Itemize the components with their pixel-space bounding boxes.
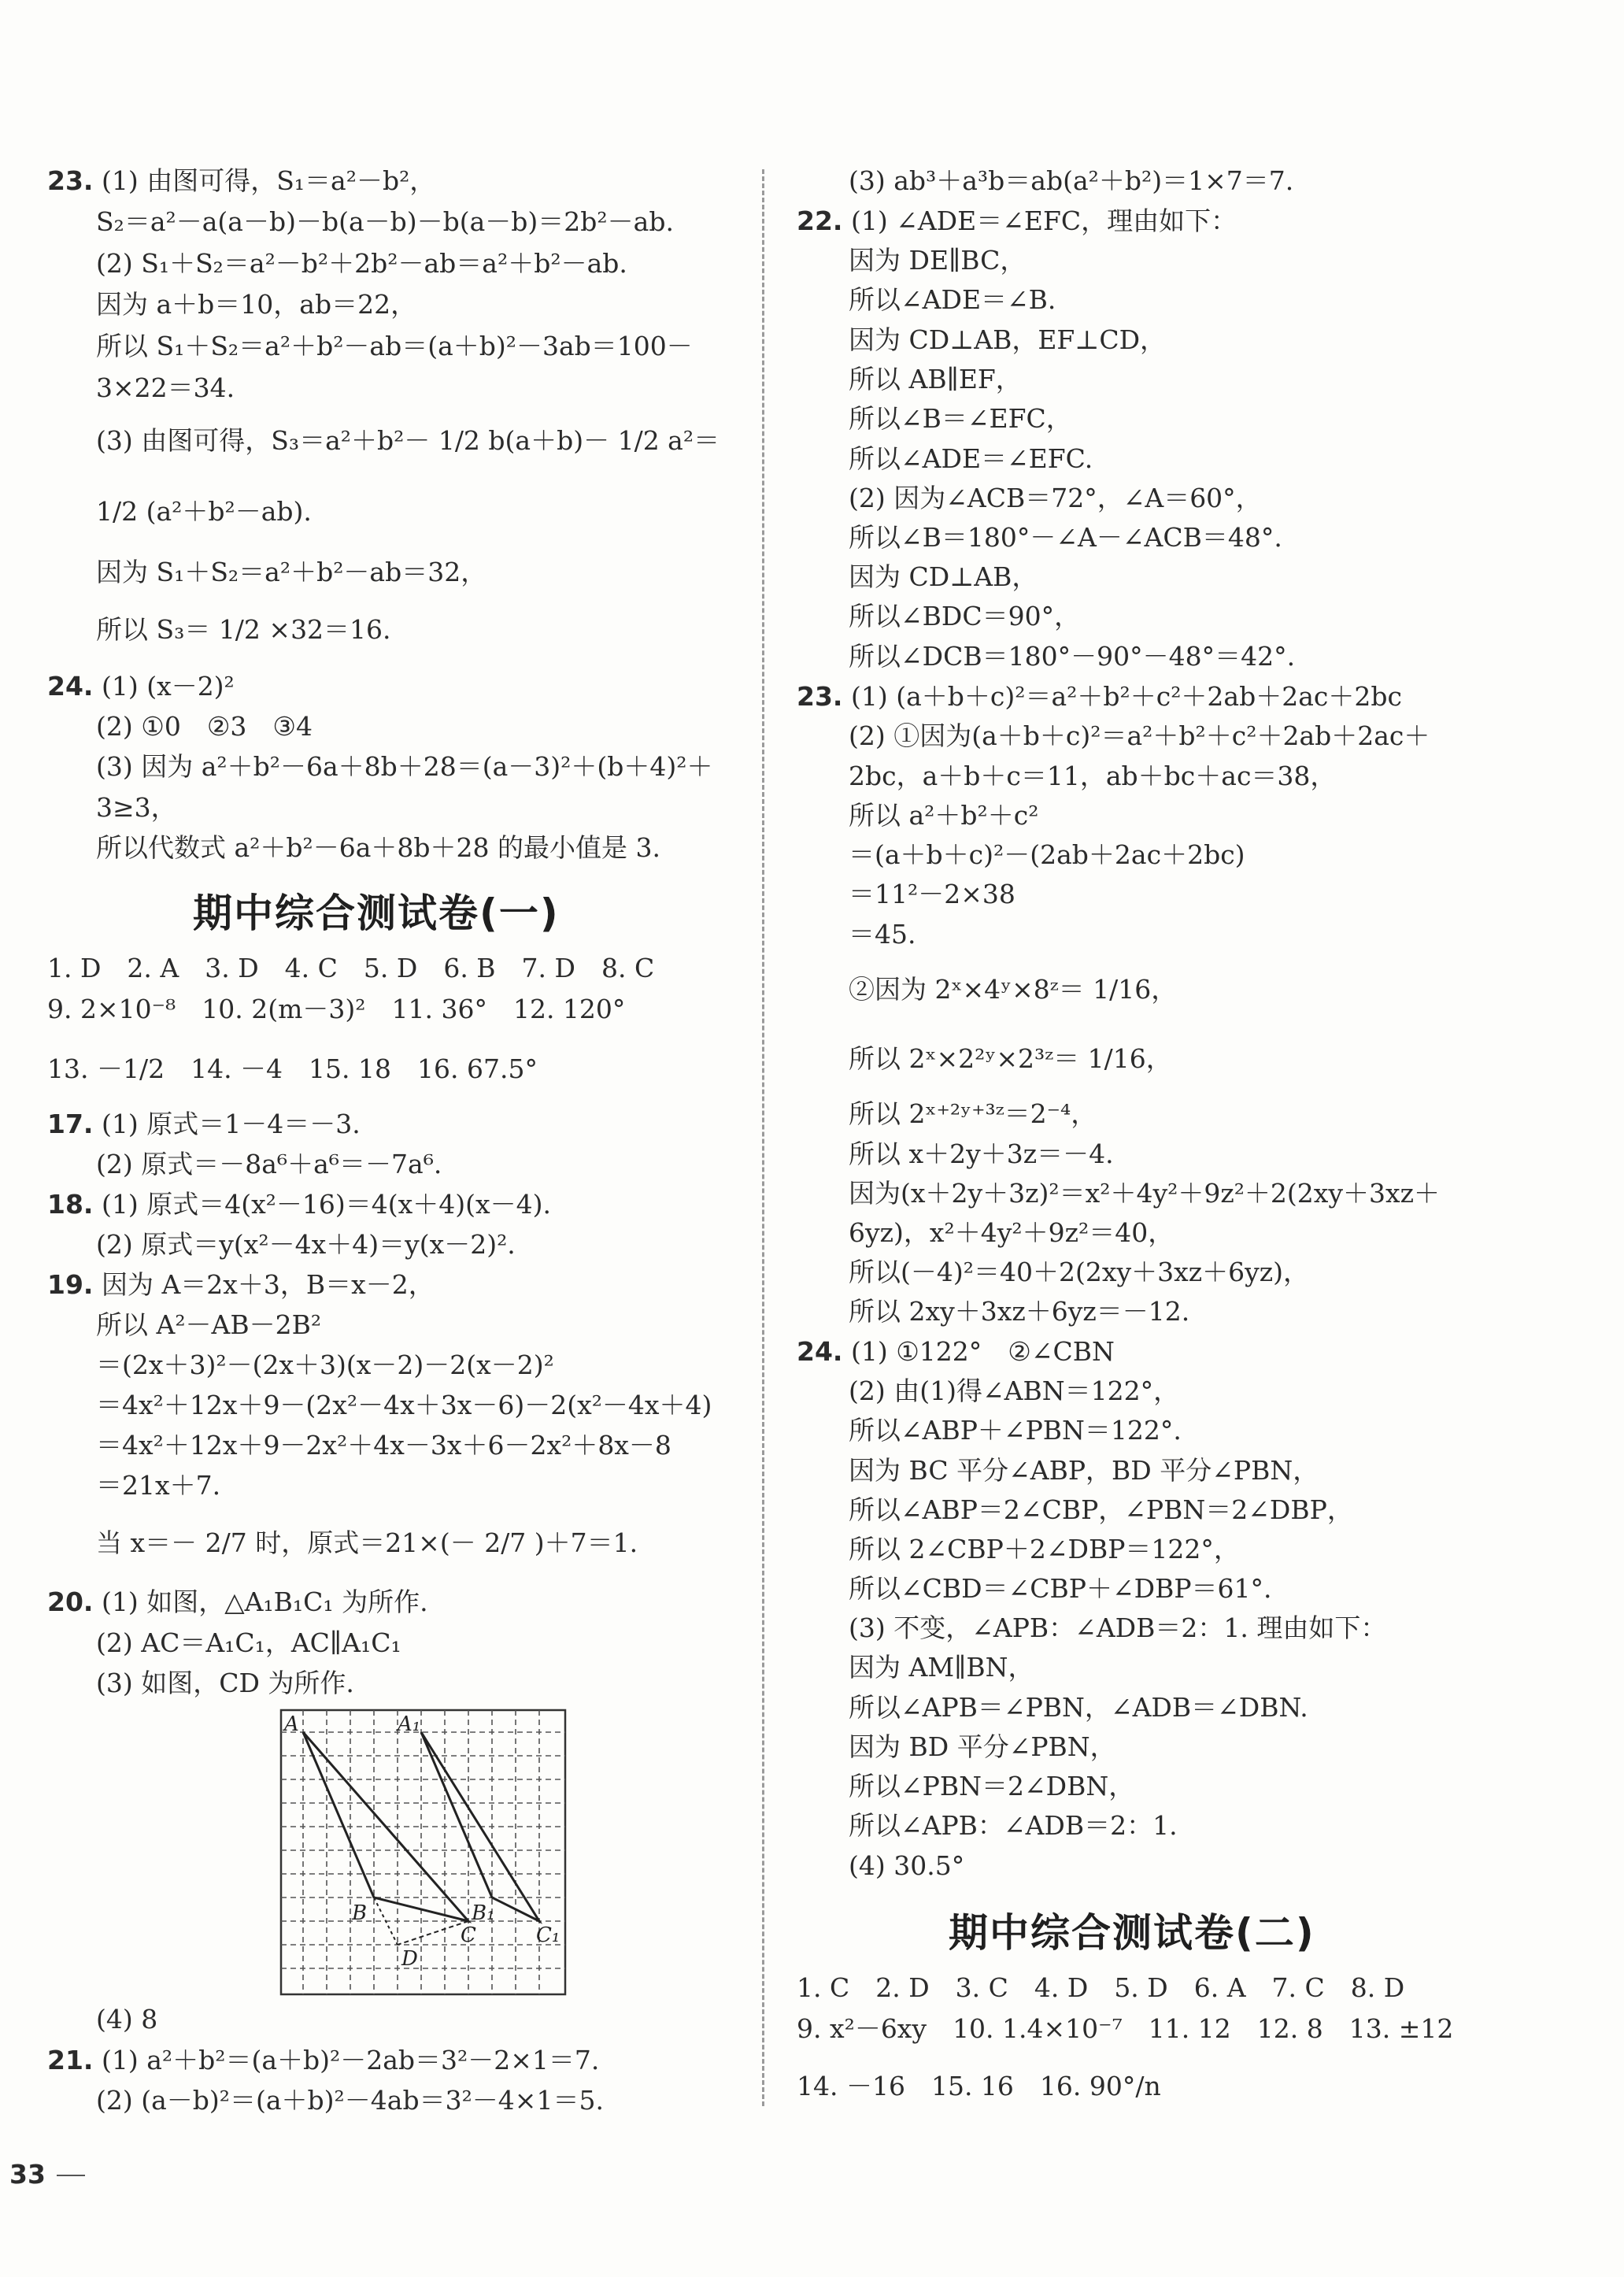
answer-line: 所以∠ADE＝∠B. — [849, 284, 1056, 315]
answer-line: 17. (1) 原式＝1－4＝－3. — [47, 1109, 361, 1139]
answer-line: 所以 2ˣ⁺²ʸ⁺³ᶻ＝2⁻⁴， — [849, 1098, 1097, 1129]
answer-line: 1/2 (a²＋b²－ab). — [96, 496, 312, 527]
answer-line: ②因为 2ˣ×4ʸ×8ᶻ＝ 1/16， — [849, 974, 1178, 1005]
answer-line: 1. D 2. A 3. D 4. C 5. D 6. B 7. D 8. C — [47, 953, 655, 983]
answer-line: (3) 因为 a²＋b²－6a＋8b＋28＝(a－3)²＋(b＋4)²＋ — [96, 751, 713, 782]
answer-line: 3×22＝34. — [96, 372, 235, 403]
answer-line: (2) 原式＝－8a⁶＋a⁶＝－7a⁶. — [96, 1149, 442, 1179]
answer-line: ＝21x＋7. — [96, 1470, 221, 1501]
answer-line: (2) 因为∠ACB＝72°，∠A＝60°， — [849, 483, 1262, 513]
answer-line: 18. (1) 原式＝4(x²－16)＝4(x＋4)(x－4). — [47, 1189, 551, 1220]
answer-line: 所以 2xy＋3xz＋6yz＝－12. — [849, 1296, 1190, 1327]
answer-line: 所以∠BDC＝90°， — [849, 601, 1081, 631]
answer-line: 所以∠ADE＝∠EFC. — [849, 443, 1093, 474]
answer-line: 3≥3， — [96, 792, 177, 823]
answer-line: 24. (1) ①122° ②∠CBN — [797, 1336, 1115, 1367]
answer-line: 因为 BD 平分∠PBN， — [849, 1731, 1116, 1762]
answer-line: 所以 x＋2y＋3z＝－4. — [849, 1138, 1114, 1169]
answer-line: 24. (1) (x－2)² — [47, 671, 235, 702]
answer-line: 19. 因为 A＝2x＋3，B＝x－2， — [47, 1269, 435, 1300]
answer-line: (2) ①0 ②3 ③4 — [96, 711, 313, 742]
answer-line: 22. (1) ∠ADE＝∠EFC，理由如下： — [797, 205, 1237, 236]
answer-line: (3) ab³＋a³b＝ab(a²＋b²)＝1×7＝7. — [849, 165, 1294, 196]
label-d: D — [401, 1947, 418, 1971]
answer-line: 21. (1) a²＋b²＝(a＋b)²－2ab＝3²－2×1＝7. — [47, 2045, 600, 2075]
answer-line: 所以∠APB：∠ADB＝2：1. — [849, 1810, 1178, 1841]
page-number-dash — [57, 2175, 85, 2176]
answer-line: 因为 CD⊥AB， — [849, 561, 1038, 592]
answer-line: 9. x²－6xy 10. 1.4×10⁻⁷ 11. 12 12. 8 13. ±12 — [797, 2013, 1454, 2044]
grid-figure — [279, 1709, 567, 1996]
answer-line: 所以 A²－AB－2B² — [96, 1309, 322, 1340]
answer-line: (3) 由图可得，S₃＝a²＋b²－ 1/2 b(a＋b)－ 1/2 a²＝ — [96, 425, 720, 456]
answer-line: (2) ①因为(a＋b＋c)²＝a²＋b²＋c²＋2ab＋2ac＋ — [849, 720, 1430, 751]
answer-line: 6yz)，x²＋4y²＋9z²＝40， — [849, 1217, 1175, 1248]
grid-lines — [281, 1710, 565, 1994]
answer-line: 因为 BC 平分∠ABP，BD 平分∠PBN， — [849, 1455, 1319, 1486]
label-b: B — [352, 1901, 368, 1925]
answer-line: 因为 S₁＋S₂＝a²＋b²－ab＝32， — [96, 557, 487, 587]
answer-line: (3) 不变，∠APB：∠ADB＝2：1. 理由如下： — [849, 1612, 1387, 1643]
answer-line: ＝4x²＋12x＋9－(2x²－4x＋3x－6)－2(x²－4x＋4) — [96, 1390, 712, 1420]
answer-line: 所以 2ˣ×2²ʸ×2³ᶻ＝ 1/16， — [849, 1043, 1172, 1074]
answer-line: 所以∠ABP＋∠PBN＝122°. — [849, 1415, 1182, 1446]
column-divider — [762, 169, 764, 2106]
answer-line: 所以(－4)²＝40＋2(2xy＋3xz＋6yz)， — [849, 1257, 1309, 1287]
answer-line: 14. －16 15. 16 16. 90°/n — [797, 2071, 1161, 2101]
answer-line: 所以 S₁＋S₂＝a²＋b²－ab＝(a＋b)²－3ab＝100－ — [96, 331, 693, 361]
answer-line: 9. 2×10⁻⁸ 10. 2(m－3)² 11. 36° 12. 120° — [47, 994, 626, 1024]
answer-line: 所以∠ABP＝2∠CBP，∠PBN＝2∠DBP， — [849, 1494, 1353, 1525]
answer-line: (4) 8 — [96, 2004, 158, 2034]
section-title-1: 期中综合测试卷(一) — [193, 890, 560, 936]
answer-line: 所以代数式 a²＋b²－6a＋8b＋28 的最小值是 3. — [96, 832, 660, 863]
answer-line: 因为 a＋b＝10，ab＝22， — [96, 289, 417, 320]
answer-line: ＝(2x＋3)²－(2x＋3)(x－2)－2(x－2)² — [96, 1350, 554, 1380]
answer-line: 1. C 2. D 3. C 4. D 5. D 6. A 7. C 8. D — [797, 1972, 1405, 2003]
answer-line: 所以∠CBD＝∠CBP＋∠DBP＝61°. — [849, 1573, 1272, 1604]
label-c: C — [461, 1923, 476, 1947]
answer-line: 13. －1/2 14. －4 15. 18 16. 67.5° — [47, 1053, 538, 1084]
answer-line: 所以∠DCB＝180°－90°－48°＝42°. — [849, 641, 1296, 672]
label-a1: A₁ — [398, 1712, 421, 1736]
answer-line: S₂＝a²－a(a－b)－b(a－b)－b(a－b)＝2b²－ab. — [96, 206, 674, 237]
segment-cd — [398, 1921, 468, 1945]
answer-line: 所以 2∠CBP＋2∠DBP＝122°， — [849, 1534, 1240, 1564]
answer-line: (2) (a－b)²＝(a＋b)²－4ab＝3²－4×1＝5. — [96, 2085, 604, 2116]
answer-line: ＝4x²＋12x＋9－2x²＋4x－3x＋6－2x²＋8x－8 — [96, 1430, 671, 1461]
answer-line: ＝11²－2×38 — [849, 879, 1015, 909]
answer-line: 20. (1) 如图，△A₁B₁C₁ 为所作. — [47, 1586, 428, 1617]
answer-line: 2bc，a＋b＋c＝11，ab＋bc＋ac＝38， — [849, 761, 1337, 791]
grid-border — [281, 1710, 565, 1994]
answer-line: 所以∠APB＝∠PBN，∠ADB＝∠DBN. — [849, 1692, 1308, 1723]
answer-line: ＝(a＋b＋c)²－(2ab＋2ac＋2bc) — [849, 839, 1245, 870]
answer-line: (2) 原式＝y(x²－4x＋4)＝y(x－2)². — [96, 1229, 516, 1260]
answer-line: 23. (1) 由图可得，S₁＝a²－b²， — [47, 165, 436, 196]
label-a: A — [284, 1712, 299, 1736]
answer-line: 23. (1) (a＋b＋c)²＝a²＋b²＋c²＋2ab＋2ac＋2bc — [797, 681, 1402, 712]
answer-line: (2) 由(1)得∠ABN＝122°， — [849, 1375, 1180, 1406]
answer-line: 因为 CD⊥AB，EF⊥CD， — [849, 324, 1167, 355]
label-c1: C₁ — [536, 1923, 560, 1947]
answer-line: 因为 AM∥BN， — [849, 1652, 1034, 1683]
answer-line: 所以 S₃＝ 1/2 ×32＝16. — [96, 614, 391, 645]
label-b1: B₁ — [472, 1901, 495, 1925]
answer-line: (4) 30.5° — [849, 1850, 965, 1881]
answer-line: 所以∠B＝∠EFC， — [849, 403, 1072, 434]
answer-line: 当 x＝－ 2/7 时，原式＝21×(－ 2/7 )＋7＝1. — [96, 1527, 638, 1558]
answer-line: (2) S₁＋S₂＝a²－b²＋2b²－ab＝a²＋b²－ab. — [96, 248, 627, 279]
answer-line: 所以∠PBN＝2∠DBN， — [849, 1771, 1135, 1801]
answer-line: 因为(x＋2y＋3z)²＝x²＋4y²＋9z²＋2(2xy＋3xz＋ — [849, 1178, 1441, 1209]
answer-line: (2) AC＝A₁C₁，AC∥A₁C₁ — [96, 1627, 401, 1658]
answer-line: ＝45. — [849, 919, 916, 950]
answer-line: 所以 a²＋b²＋c² — [849, 800, 1039, 831]
page-number: 33 — [9, 2159, 46, 2190]
answer-line: (3) 如图，CD 为所作. — [96, 1668, 354, 1698]
section-title-2: 期中综合测试卷(二) — [949, 1910, 1315, 1956]
answer-line: 所以 AB∥EF， — [849, 364, 1022, 394]
answer-line: 所以∠B＝180°－∠A－∠ACB＝48°. — [849, 522, 1282, 553]
answer-line: 因为 DE∥BC， — [849, 245, 1027, 276]
